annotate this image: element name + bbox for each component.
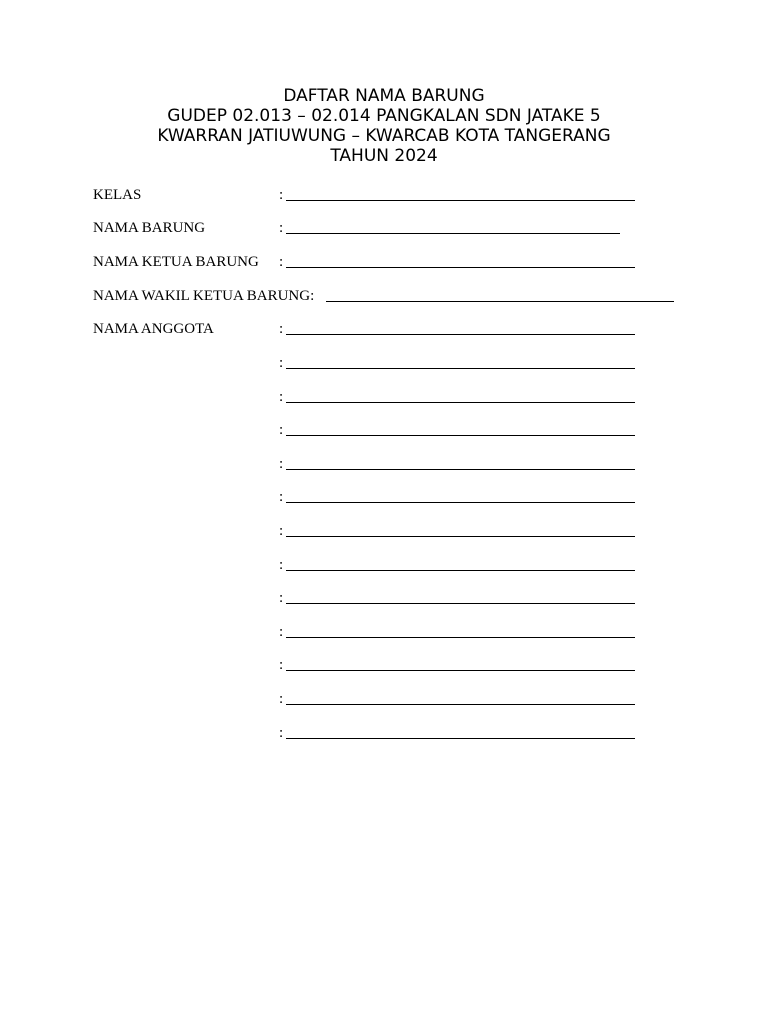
header-title: DAFTAR NAMA BARUNG xyxy=(283,86,485,106)
anggota-extra-colon: : xyxy=(279,422,284,438)
wakil-label: NAMA WAKIL KETUA BARUNG: xyxy=(93,288,315,304)
anggota-extra-colon: : xyxy=(279,557,284,573)
anggota-extra-blank-line[interactable] xyxy=(286,603,635,604)
anggota-extra-blank-line[interactable] xyxy=(286,368,635,369)
anggota-label: NAMA ANGGOTA xyxy=(93,321,214,337)
ketua-label: NAMA KETUA BARUNG xyxy=(93,254,259,270)
anggota-extra-blank-line[interactable] xyxy=(286,670,635,671)
anggota-extra-blank-line[interactable] xyxy=(286,469,635,470)
anggota-extra-colon: : xyxy=(279,389,284,405)
kelas-blank-line[interactable] xyxy=(286,200,635,201)
anggota-extra-colon: : xyxy=(279,489,284,505)
anggota-extra-blank-line[interactable] xyxy=(286,435,635,436)
anggota-extra-colon: : xyxy=(279,657,284,673)
anggota-extra-blank-line[interactable] xyxy=(286,738,635,739)
anggota-extra-blank-line[interactable] xyxy=(286,637,635,638)
ketua-colon: : xyxy=(279,254,284,270)
ketua-blank-line[interactable] xyxy=(286,267,635,268)
anggota-extra-blank-line[interactable] xyxy=(286,704,635,705)
anggota-colon: : xyxy=(279,321,284,337)
header-year: TAHUN 2024 xyxy=(330,146,438,166)
nama-barung-label: NAMA BARUNG xyxy=(93,220,206,236)
anggota-extra-colon: : xyxy=(279,691,284,707)
kelas-label: KELAS xyxy=(93,187,142,203)
header-kwarran: KWARRAN JATIUWUNG – KWARCAB KOTA TANGERANG xyxy=(157,126,611,146)
anggota-extra-colon: : xyxy=(279,590,284,606)
anggota-extra-colon: : xyxy=(279,456,284,472)
header-gudep: GUDEP 02.013 – 02.014 PANGKALAN SDN JATAKE 5 xyxy=(167,106,601,126)
anggota-extra-colon: : xyxy=(279,725,284,741)
anggota-extra-blank-line[interactable] xyxy=(286,536,635,537)
anggota-blank-line[interactable] xyxy=(286,334,635,335)
kelas-colon: : xyxy=(279,187,284,203)
nama-barung-blank-line[interactable] xyxy=(286,233,620,234)
anggota-extra-blank-line[interactable] xyxy=(286,570,635,571)
anggota-extra-blank-line[interactable] xyxy=(286,502,635,503)
document-header xyxy=(0,86,768,166)
anggota-extra-colon: : xyxy=(279,523,284,539)
anggota-extra-colon: : xyxy=(279,624,284,640)
wakil-blank-line[interactable] xyxy=(326,301,674,302)
anggota-extra-blank-line[interactable] xyxy=(286,402,635,403)
nama-barung-colon: : xyxy=(279,220,284,236)
anggota-extra-colon: : xyxy=(279,355,284,371)
